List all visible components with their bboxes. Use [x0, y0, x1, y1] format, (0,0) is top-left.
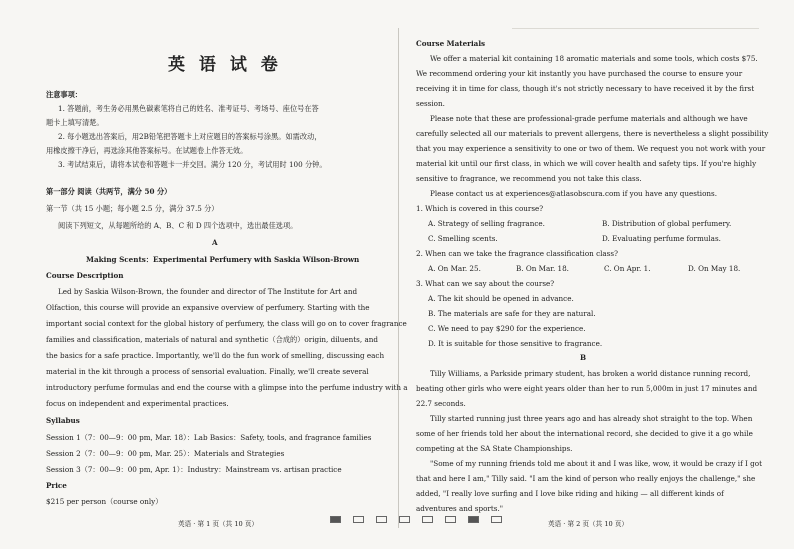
materials-heading: Course Materials — [416, 39, 486, 48]
page-markers — [330, 516, 502, 523]
q1-option-b: B. Distribution of global perfumery. — [602, 219, 732, 228]
footer-page-2: 英语 · 第 2 页（共 10 页） — [548, 520, 629, 528]
marker-empty — [491, 516, 502, 523]
materials-line: Please contact us at experiences@atlasobscura.com if you have any questions. — [430, 189, 718, 198]
materials-line: We offer a material kit containing 18 aromatic materials and some tools, which costs $75. — [430, 54, 758, 63]
note-line: 2. 每小题选出答案后，用2B铅笔把答题卡上对应题目的答案标号涂黑。如需改动， — [58, 132, 322, 141]
note-line: 3. 考试结束后，请将本试卷和答题卡一并交回。满分 120 分，考试用时 100 分钟。 — [58, 160, 327, 169]
passage-b-line: Tilly started running just three years ago and has already shot straight to the top. When — [430, 414, 753, 423]
note-line: 用橡皮擦干净后，再选涂其他答案标号。在试题卷上作答无效。 — [46, 146, 248, 155]
q3-option-b: B. The materials are safe for they are natural. — [428, 309, 596, 318]
course-desc-heading: Course Description — [46, 271, 124, 280]
part-heading: 第一部分 阅读（共两节，满分 50 分） — [46, 187, 172, 196]
passage-title: Making Scents：Experimental Perfumery with Saskia Wilson-Brown — [86, 255, 360, 264]
q2-option-b: B. On Mar. 18. — [516, 264, 569, 273]
q2-option-a: A. On Mar. 25. — [428, 264, 481, 273]
notes-heading: 注意事项： — [46, 90, 82, 99]
passage-b-line: 22.7 seconds. — [416, 399, 466, 408]
course-desc-line: material in the kit through a process of sensorial evaluation. Finally, we'll create several — [46, 367, 369, 376]
note-line: 题卡上填写清楚。 — [46, 118, 104, 127]
passage-b-line: beating other girls who were eight years older than her to run 5,000m in just 17 minutes and — [416, 384, 758, 393]
q2-option-c: C. On Apr. 1. — [604, 264, 651, 273]
passage-b-label: B — [580, 353, 587, 362]
course-desc-line: focus on independent and experimental practices. — [46, 399, 229, 408]
passage-b-line: some of her friends told her about the international record, she decided to give it a go while — [416, 429, 753, 438]
question-2: 2. When can we take the fragrance classification class? — [416, 249, 618, 258]
q2-option-d: D. On May 18. — [688, 264, 741, 273]
syllabus-heading: Syllabus — [46, 416, 80, 425]
section-heading: 第一节（共 15 小题；每小题 2.5 分，满分 37.5 分） — [46, 204, 219, 213]
marker-filled — [330, 516, 341, 523]
passage-b-line: Tilly Williams, a Parkside primary student, has broken a world distance running record, — [430, 369, 751, 378]
marker-empty — [445, 516, 456, 523]
footer-page-1: 英语 · 第 1 页（共 10 页） — [178, 520, 259, 528]
marker-empty — [422, 516, 433, 523]
course-desc-line: introductory perfume formulas and end the course with a glimpse into the perfume industry with a — [46, 383, 408, 392]
price-text: $215 per person（course only） — [46, 497, 163, 506]
course-desc-line: important social context for the global history of perfumery, the class will go on to cover fragrance — [46, 319, 407, 328]
note-line: 1. 答题前，考生务必用黑色碳素笔将自己的姓名、准考证号、考场号、座位号在答 — [58, 104, 319, 113]
materials-line: Please note that these are professional-grade perfume materials and although we have — [430, 114, 748, 123]
course-desc-line: families and classification, materials of natural and synthetic（合成的）origin, diluents, and — [46, 335, 378, 344]
materials-line: carefully selected all our materials to prevent allergens, there is nevertheless a slight possibility — [416, 129, 769, 138]
materials-line: sensitive to fragrance, we recommend you not take this class. — [416, 174, 642, 183]
course-desc-line: the basics for a safe practice. Importantly, we'll do the fun work of smelling, discussing each — [46, 351, 385, 360]
syllabus-item: Session 2（7：00—9：00 pm, Mar. 25）：Materials and Strategies — [46, 449, 285, 458]
passage-b-line: that and here I am," Tilly said. "I am the kind of person who really enjoys the challenge," she — [416, 474, 756, 483]
course-desc-line: Olfaction, this course will provide an expansive overview of perfumery. Starting with the — [46, 303, 370, 312]
question-3: 3. What can we say about the course? — [416, 279, 555, 288]
passage-b-line: adventures and sports." — [416, 504, 504, 513]
syllabus-item: Session 3（7：00—9：00 pm, Apr. 1）：Industry：Mainstream vs. artisan practice — [46, 465, 342, 474]
price-heading: Price — [46, 481, 67, 490]
marker-empty — [399, 516, 410, 523]
question-1: 1. Which is covered in this course? — [416, 204, 544, 213]
passage-b-line: added, "I really love surfing and I love bike riding and hiking — all different kinds of — [416, 489, 724, 498]
q1-option-c: C. Smelling scents. — [428, 234, 498, 243]
syllabus-item: Session 1（7：00—9：00 pm, Mar. 18）：Lab Basics：Safety, tools, and fragrance families — [46, 433, 372, 442]
exam-title: 英 语 试 卷 — [168, 55, 282, 75]
q3-option-d: D. It is suitable for those sensitive to fragrance. — [428, 339, 603, 348]
q1-option-a: A. Strategy of selling fragrance. — [428, 219, 545, 228]
passage-b-line: "Some of my running friends told me about it and I was like, wow, it would be crazy if I got — [430, 459, 762, 468]
q1-option-d: D. Evaluating perfume formulas. — [602, 234, 721, 243]
passage-b-line: competing at the SA State Championships. — [416, 444, 573, 453]
q3-option-a: A. The kit should be opened in advance. — [428, 294, 574, 303]
materials-line: receiving it in time for class, though it's not strictly necessary to have received it by the first — [416, 84, 755, 93]
header-rule — [512, 28, 759, 29]
marker-filled — [468, 516, 479, 523]
q3-option-c: C. We need to pay $290 for the experience. — [428, 324, 586, 333]
materials-line: that you may experience a sensitivity to one or two of them. We request you not work with your — [416, 144, 766, 153]
instruction-text: 阅读下列短文，从每题所给的 A、B、C 和 D 四个选项中，选出最佳选项。 — [58, 221, 298, 230]
materials-line: session. — [416, 99, 445, 108]
column-divider — [398, 28, 399, 528]
passage-label: A — [212, 238, 218, 247]
materials-line: material kit until our first class, in which we will cover health and safety tips. If you're highly — [416, 159, 757, 168]
marker-empty — [376, 516, 387, 523]
materials-line: We recommend ordering your kit instantly you have purchased the course to ensure your — [416, 69, 743, 78]
course-desc-line: Led by Saskia Wilson-Brown, the founder and director of The Institute for Art and — [58, 287, 358, 296]
marker-empty — [353, 516, 364, 523]
